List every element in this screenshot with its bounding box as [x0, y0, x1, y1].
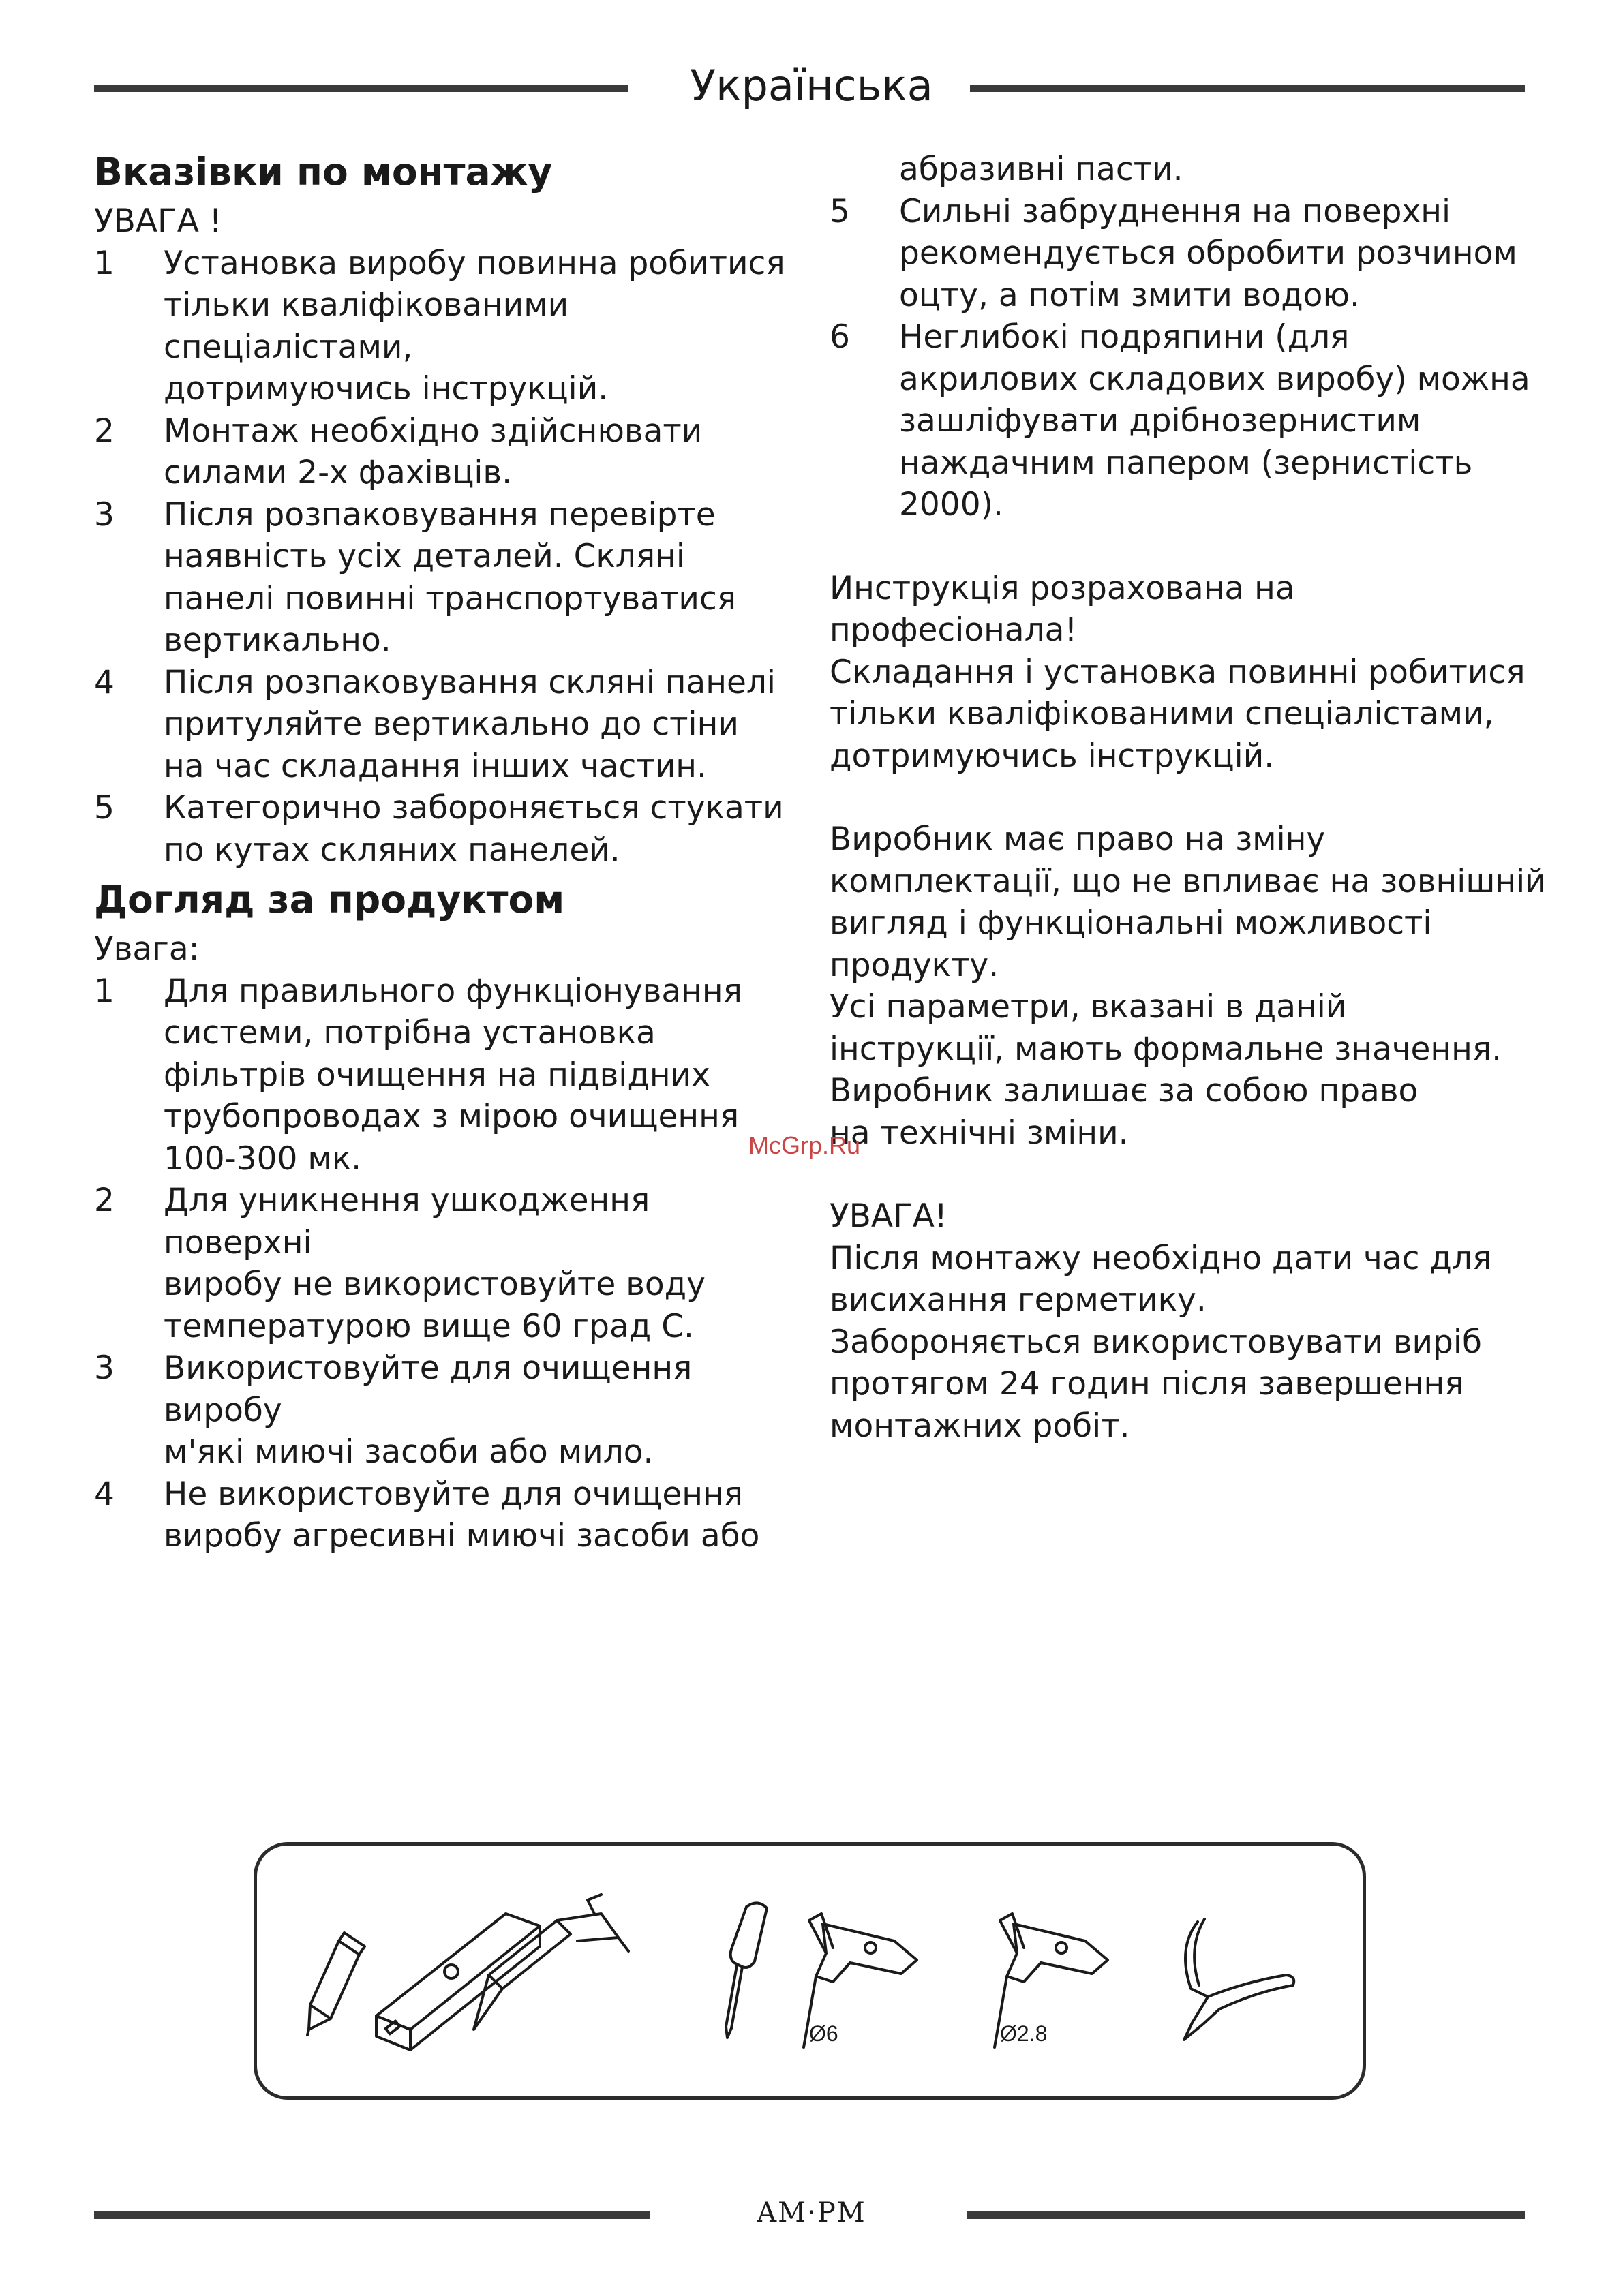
warning-line: висихання герметику.: [830, 1281, 1207, 1319]
care-warning: Увага:: [94, 930, 200, 968]
brand-logo: AM·PM: [757, 2197, 866, 2229]
item-line: Для правильного функціонування: [164, 972, 742, 1010]
installation-item: [94, 787, 796, 871]
item-number: 4: [94, 663, 115, 701]
pliers-icon: [1184, 1919, 1294, 2040]
item-number: 5: [830, 192, 850, 230]
item-number: 3: [94, 1349, 115, 1387]
warning-line: Забороняється використовувати виріб: [830, 1323, 1482, 1361]
item-line: виробу не використовуйте воду: [164, 1266, 706, 1303]
care-item: [830, 191, 1552, 317]
notice-line: продукту.: [830, 946, 999, 984]
notice-line: тільки кваліфікованими спеціалістами,: [830, 695, 1494, 733]
installation-item: [94, 410, 796, 494]
item-line: Після розпаковування перевірте: [164, 495, 716, 534]
item-line: притуляйте вертикально до стіни: [164, 705, 739, 743]
notice-line: Усі параметри, вказані в даній: [830, 988, 1347, 1026]
item-line: 2000).: [899, 486, 1003, 523]
continuation-line: абразивні пасти.: [899, 151, 1183, 188]
item-number: 6: [830, 318, 850, 356]
care-item: [94, 970, 796, 1180]
care-item: [94, 1347, 796, 1473]
installation-warning: УВАГА !: [94, 202, 222, 240]
warning-line: протягом 24 годин після завершення: [830, 1365, 1464, 1403]
item-line: Неглибокі подряпини (для: [899, 318, 1350, 356]
item-number: 4: [94, 1475, 115, 1513]
item-number: 2: [94, 1182, 115, 1219]
installation-item: [94, 243, 796, 410]
care-item: [94, 1473, 796, 1557]
item-line: оцту, а потім змити водою.: [899, 276, 1360, 314]
item-line: м'які миючі засоби або мило.: [164, 1433, 654, 1471]
item-line: рекомендується обробити розчином: [899, 234, 1517, 272]
item-line: Установка виробу повинна робитися: [164, 244, 785, 282]
page-title: Українська: [690, 61, 933, 110]
manufacturer-notice: [830, 818, 1552, 1154]
item-line: зашліфувати дрібнозернистим: [899, 402, 1421, 440]
item-line: по кутах скляних панелей.: [164, 831, 620, 869]
item-line: дотримуючись інструкцій.: [164, 370, 609, 408]
screwdriver-icon: [726, 1903, 767, 2038]
item-line: Для уникнення ушкодження поверхні: [164, 1182, 650, 1261]
notice-line: Виробник залишає за собою право: [830, 1072, 1419, 1109]
left-column: [94, 143, 796, 1557]
care-item: [830, 316, 1552, 526]
caulking-gun-icon: [474, 1895, 628, 2030]
item-line: Після розпаковування скляні панелі: [164, 663, 776, 701]
item-line: Не використовуйте для очищення: [164, 1475, 743, 1513]
item-line: силами 2-х фахівців.: [164, 454, 513, 491]
notice-line: інструкції, мають формальне значення.: [830, 1030, 1502, 1068]
item-line: Категорично забороняється стукати: [164, 789, 784, 827]
warning-line: Після монтажу необхідно дати час для: [830, 1239, 1492, 1277]
care-heading: Догляд за продуктом: [94, 878, 565, 921]
item-line: тільки кваліфікованими спеціалістами,: [164, 286, 569, 366]
item-line: на час складання інших частин.: [164, 747, 707, 785]
watermark: McGrp.Ru: [748, 1131, 861, 1159]
item-line: системи, потрібна установка: [164, 1014, 656, 1052]
item-number: 1: [94, 244, 115, 282]
notice-line: Складання і установка повинні робитися: [830, 653, 1526, 691]
pencil-icon: [307, 1933, 365, 2035]
installation-heading: Вказівки по монтажу: [94, 150, 553, 194]
item-number: 3: [94, 495, 115, 534]
professional-notice: [830, 568, 1552, 778]
item-line: акрилових складових виробу) можна: [899, 360, 1530, 398]
sealant-warning: [830, 1195, 1552, 1447]
item-line: Сильні забруднення на поверхні: [899, 192, 1451, 230]
notice-line: Инструкція розрахована на професіонала!: [830, 569, 1295, 649]
item-line: вертикально.: [164, 622, 391, 659]
item-line: фільтрів очищення на підвідних: [164, 1056, 710, 1094]
item-line: наждачним папером (зернистість: [899, 444, 1473, 482]
warning-line: монтажних робіт.: [830, 1407, 1130, 1445]
notice-line: Виробник має право на зміну: [830, 821, 1326, 858]
spirit-level-icon: [376, 1914, 540, 2050]
notice-line: дотримуючись інструкцій.: [830, 737, 1275, 775]
notice-line: на технічні зміни.: [830, 1114, 1129, 1152]
item-line: наявність усіх деталей. Скляні: [164, 538, 685, 575]
item-number: 2: [94, 412, 115, 450]
item-number: 1: [94, 972, 115, 1010]
installation-item: [94, 662, 796, 788]
notice-line: комплектації, що не впливає на зовнішній: [830, 862, 1546, 900]
item-line: температурою вище 60 град С.: [164, 1307, 694, 1345]
drill1-size-label: Ø6: [809, 2021, 838, 2046]
item-line: Монтаж необхідно здійснювати: [164, 412, 703, 450]
installation-item: [94, 494, 796, 662]
drill2-size-label: Ø2.8: [1000, 2021, 1048, 2046]
item-line: трубопроводах з мірою очищення: [164, 1098, 740, 1135]
right-column: [830, 149, 1552, 1447]
item-line: 100-300 мк.: [164, 1139, 362, 1178]
warning-title: УВАГА!: [830, 1197, 947, 1235]
item-line: панелі повинні транспортуватися: [164, 579, 737, 617]
item-number: 5: [94, 789, 115, 827]
item-line: виробу агресивні миючі засоби або: [164, 1517, 760, 1555]
item-line: Використовуйте для очищення виробу: [164, 1349, 693, 1429]
tools-panel: [254, 1842, 1366, 2100]
care-item: [94, 1180, 796, 1347]
notice-line: вигляд і функціональні можливості: [830, 904, 1432, 942]
